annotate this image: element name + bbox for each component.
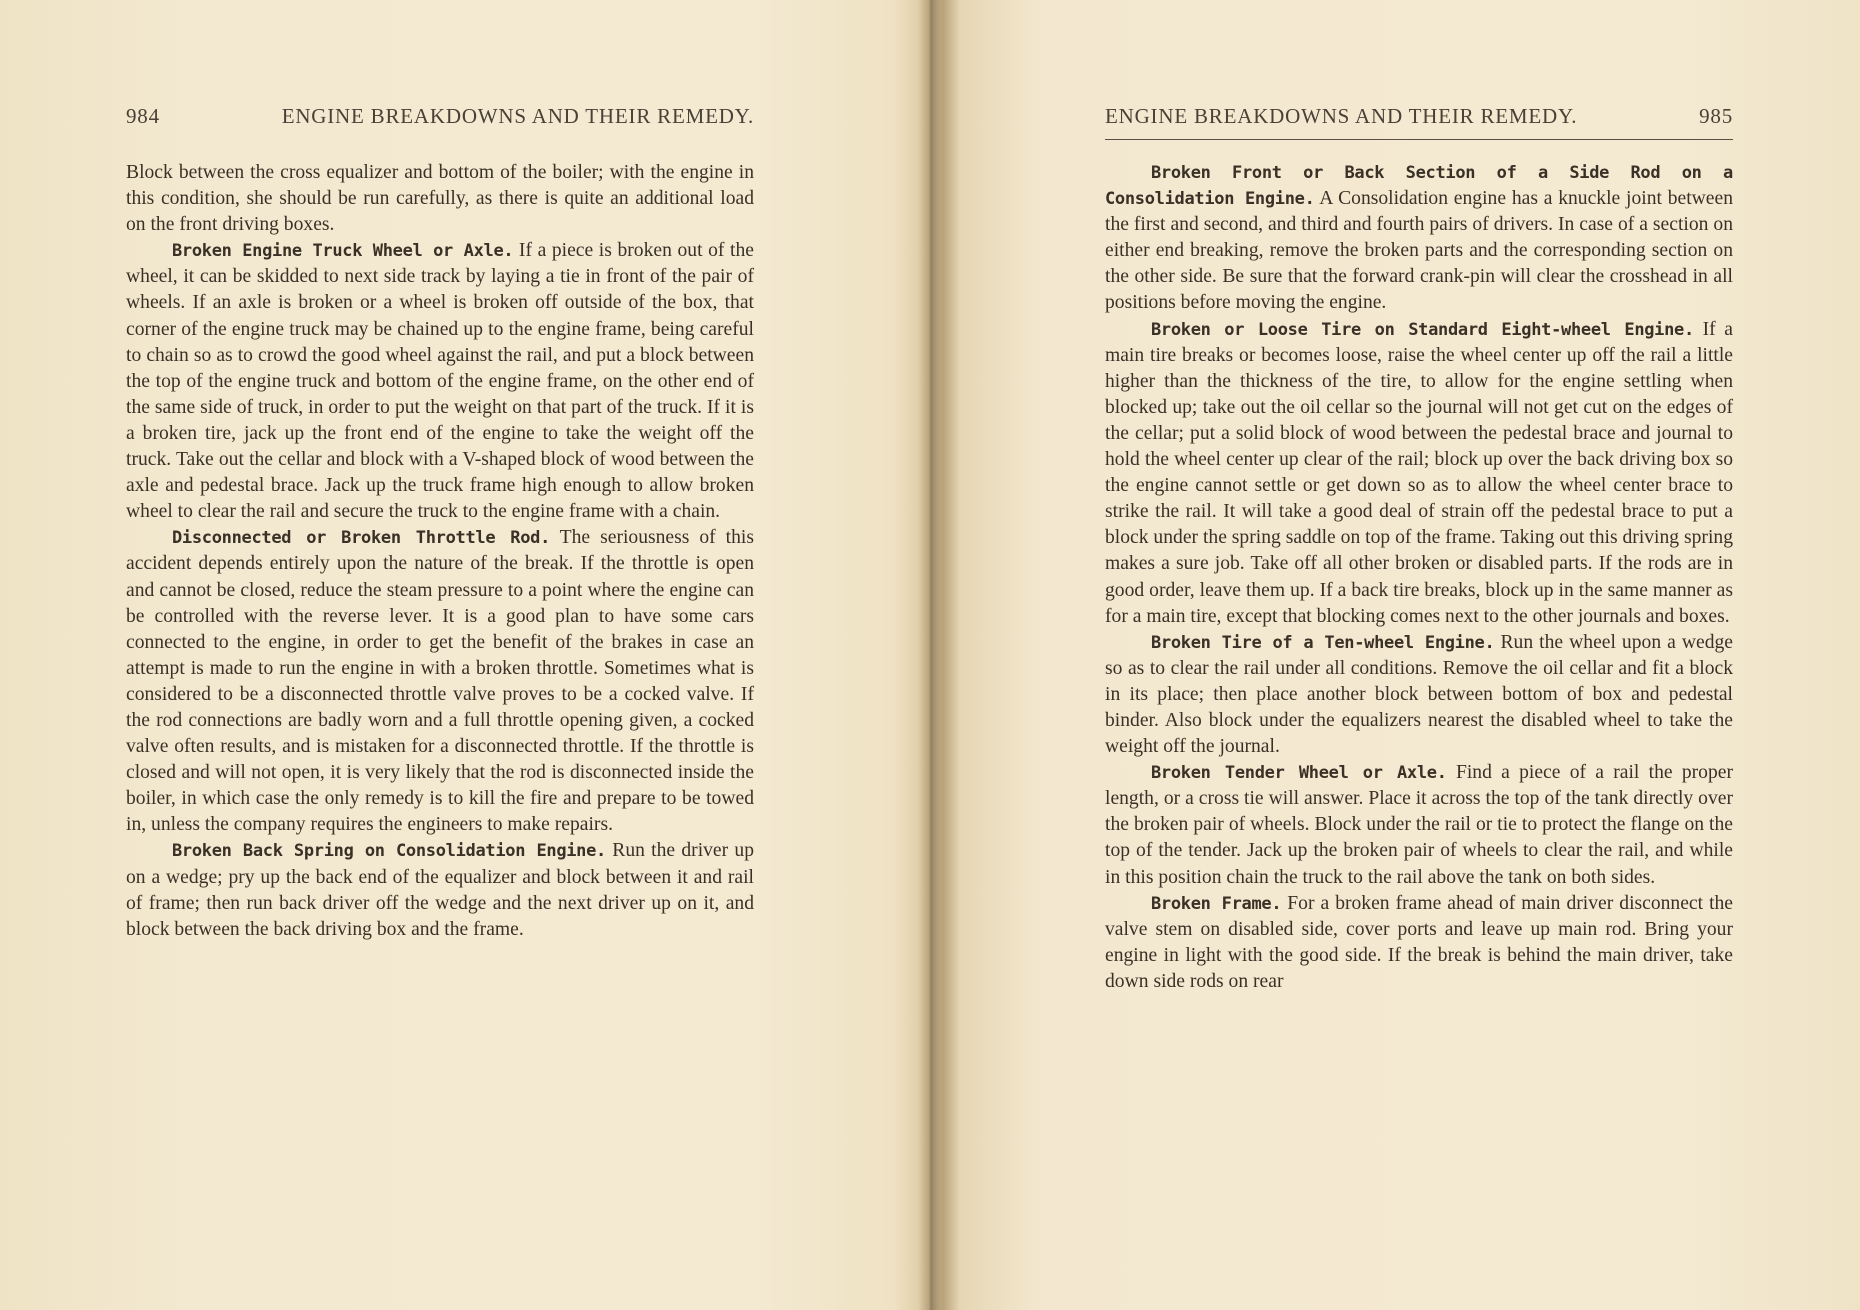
right-page-number: 985 — [1699, 104, 1733, 128]
left-running-head: ENGINE BREAKDOWNS AND THEIR REMEDY. — [281, 104, 754, 128]
paragraph: Block between the cross equalizer and bottom of the boiler; with the engine in this condition, she should be run carefully, as there is quite an additional load on the front driving boxes. — [126, 162, 754, 236]
left-page — [126, 0, 754, 1310]
paragraph: Broken Engine Truck Wheel or Axle. If a piece is broken out of the wheel, it can be skidded to next side track by laying a tie in front of the pair of wheels. If an axle is broken or a wheel is broken off outside of the box, that corner of the engine truck may be chained up to the engine frame, being careful to chain so as to crowd the good wheel against the rail, and put a block between the top of the engine truck and bottom of the engine frame, on the other end of the same side of truck, in order to put the weight on that part of the truck. If it is a broken tire, jack up the front end of the engine to take the weight off the truck. Take out the cellar and block with a V-shaped block of wood between the axle and pedestal brace. Jack up the truck frame high enough to allow broken wheel to clear the rail and secure the truck to the engine frame with a chain. — [126, 240, 754, 523]
paragraph: Broken Tender Wheel or Axle. Find a piece of a rail the proper length, or a cross tie will answer. Place it across the top of the tank directly over the broken pair of wheels. Block under the rail or tie to protect the flange on the top of the tender. Jack up the broken pair of wheels to clear the rail, and while in this position chain the truck to the rail above the tank on both sides. — [1105, 762, 1733, 888]
left-page-number: 984 — [126, 104, 160, 128]
paragraph: Disconnected or Broken Throttle Rod. The seriousness of this accident depends entirely upon the nature of the break. If the throttle is open and cannot be closed, reduce the steam pressure to a point where the engine can be controlled with the reverse lever. It is a good plan to have some cars connected to the engine, in order to get the benefit of the brakes in case an attempt is made to run the engine in with a broken throttle. Sometimes what is considered to be a disconnected throttle valve proves to be a cocked valve. If the rod connections are badly worn and a full throttle opening given, a cocked valve often results, and is mistaken for a disconnected throttle. If the throttle is closed and will not open, it is very likely that the rod is disconnected inside the boiler, in which case the only remedy is to kill the fire and prepare to be towed in, unless the company requires the engineers to make repairs. — [126, 527, 754, 836]
right-page-header — [1105, 104, 1733, 140]
paragraph-heading: Broken Frame. — [1151, 893, 1282, 914]
left-page-header — [126, 104, 754, 129]
paragraph-heading: Broken Engine Truck Wheel or Axle. — [172, 241, 514, 262]
paragraph-heading: Broken Tire of a Ten-wheel Engine. — [1151, 632, 1495, 653]
paragraph: Broken Frame. For a broken frame ahead of main driver disconnect the valve stem on disabled side, cover ports and leave up main rod. Bring your engine in light with the good side. If the break is behind the main driver, take down side rods on rear — [1105, 892, 1734, 992]
paragraph-heading: Broken Front or Back Section of a Side Rod on a Consolidation Engine. — [1105, 163, 1733, 210]
paragraph-heading: Broken or Loose Tire on Standard Eight-wheel Engine. — [1151, 319, 1694, 340]
paragraph: Broken Front or Back Section of a Side Rod on a Consolidation Engine. A Consolidation engine has a knuckle joint between the first and second, and third and fourth pairs of drivers. In case of a section on either end breaking, remove the broken parts and the corresponding section on the other side. Be sure that the forward crank-pin will clear the crosshead in all positions before moving the engine. — [1105, 163, 1733, 314]
paragraph-heading: Broken Back Spring on Consolidation Engine. — [172, 841, 606, 862]
paragraph: Broken or Loose Tire on Standard Eight-wheel Engine. If a main tire breaks or becomes loose, raise the wheel center up off the rail a little higher than the thickness of the tire, to allow for the engine settling when blocked up; take out the oil cellar so the journal will not get cut on the edges of the cellar; put a solid block of wood between the pedestal brace and journal to hold the wheel center up clear of the rail; block up over the back driving box so the engine cannot settle or get down so as to allow the wheel center brace to strike the rail. It will take a good deal of strain off the pedestal brace to put a block under the spring saddle on top of the frame. Taking out this driving spring makes a sure job. Take off all other broken or disabled parts. If the rods are in good order, leave them up. If a back tire breaks, block up in the same manner as for a main tire, except that blocking comes next to the other journals and boxes. — [1105, 318, 1733, 627]
right-running-head: ENGINE BREAKDOWNS AND THEIR REMEDY. — [1105, 104, 1578, 128]
right-page — [1105, 0, 1733, 1310]
book-gutter — [918, 0, 942, 1310]
right-page-body — [1105, 160, 1733, 995]
paragraph: Broken Back Spring on Consolidation Engine. Run the driver up on a wedge; pry up the back end of the equalizer and block between it and rail of frame; then run back driver off the wedge and the next driver up on it, and block between the back driving box and the frame. — [126, 840, 755, 940]
paragraph-heading: Disconnected or Broken Throttle Rod. — [172, 528, 551, 549]
paragraph: Broken Tire of a Ten-wheel Engine. Run the wheel upon a wedge so as to clear the rail under all conditions. Remove the oil cellar and fit a block in its place; then place another block between bottom of box and pedestal binder. Also block under the equalizers nearest the disabled wheel to take the weight off the journal. — [1105, 631, 1734, 758]
left-page-body — [126, 160, 754, 943]
paragraph-heading: Broken Tender Wheel or Axle. — [1151, 763, 1447, 784]
